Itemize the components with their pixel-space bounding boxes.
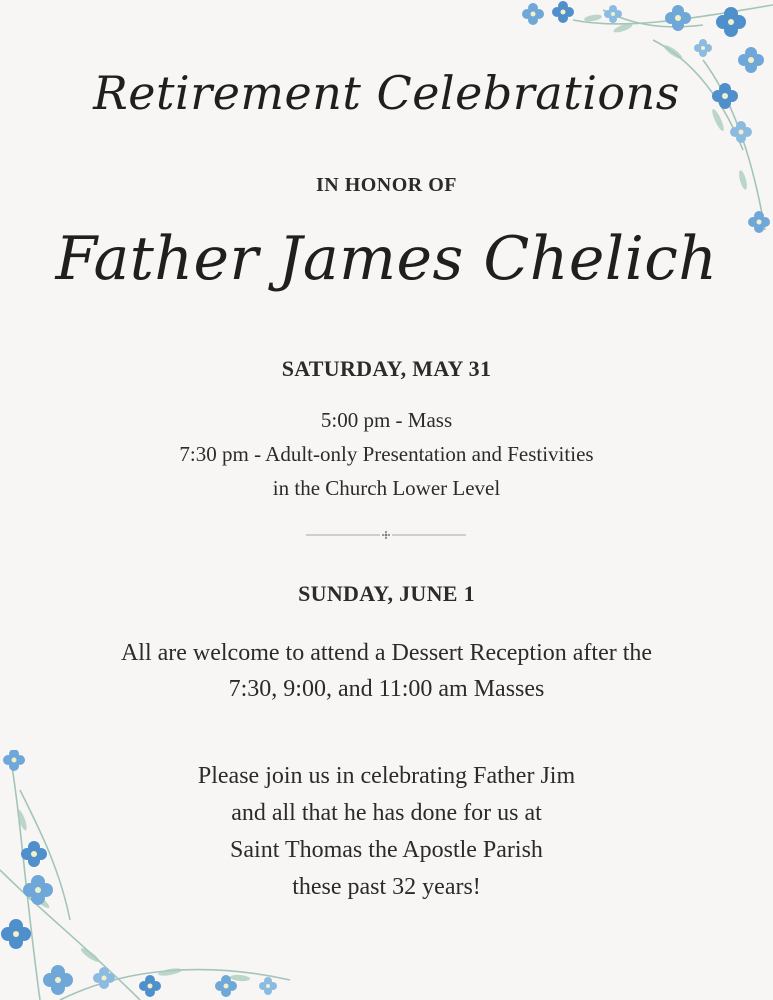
flower-icon [522, 3, 544, 25]
floral-corner-top-right [503, 0, 773, 240]
honor-label: IN HONOR OF [315, 174, 458, 196]
closing-line: Please join us in celebrating Father Jim [197, 763, 576, 789]
flower-icon [259, 977, 277, 995]
flower-icon [604, 5, 622, 23]
flower-icon [1, 919, 31, 949]
sunday-schedule [0, 635, 773, 707]
honoree-name: Father James Chelich [55, 224, 718, 294]
flower-icon [716, 7, 746, 37]
closing-line: and all that he has done for us at [231, 800, 542, 826]
flower-icon [694, 39, 712, 57]
divider-ornament-icon [382, 531, 390, 539]
closing-line: these past 32 years! [292, 874, 481, 900]
flower-icon [552, 1, 574, 23]
closing-line: Saint Thomas the Apostle Parish [230, 837, 543, 863]
sunday-heading: SUNDAY, JUNE 1 [298, 581, 475, 606]
sunday-line: 7:30, 9:00, and 11:00 am Masses [228, 676, 545, 702]
saturday-heading: SATURDAY, MAY 31 [281, 356, 492, 381]
saturday-line: in the Church Lower Level [272, 476, 501, 500]
saturday-line: 7:30 pm - Adult-only Presentation and Festivities [179, 442, 594, 466]
sunday-line: All are welcome to attend a Dessert Reception after the [120, 640, 653, 666]
saturday-schedule [0, 403, 773, 505]
ornamental-divider [306, 530, 466, 540]
closing-message [0, 758, 773, 906]
flower-icon [730, 121, 752, 143]
flower-icon [43, 965, 73, 995]
flower-icon [139, 975, 161, 997]
saturday-line: 5:00 pm - Mass [320, 408, 453, 432]
event-title: Retirement Celebrations [93, 66, 680, 120]
